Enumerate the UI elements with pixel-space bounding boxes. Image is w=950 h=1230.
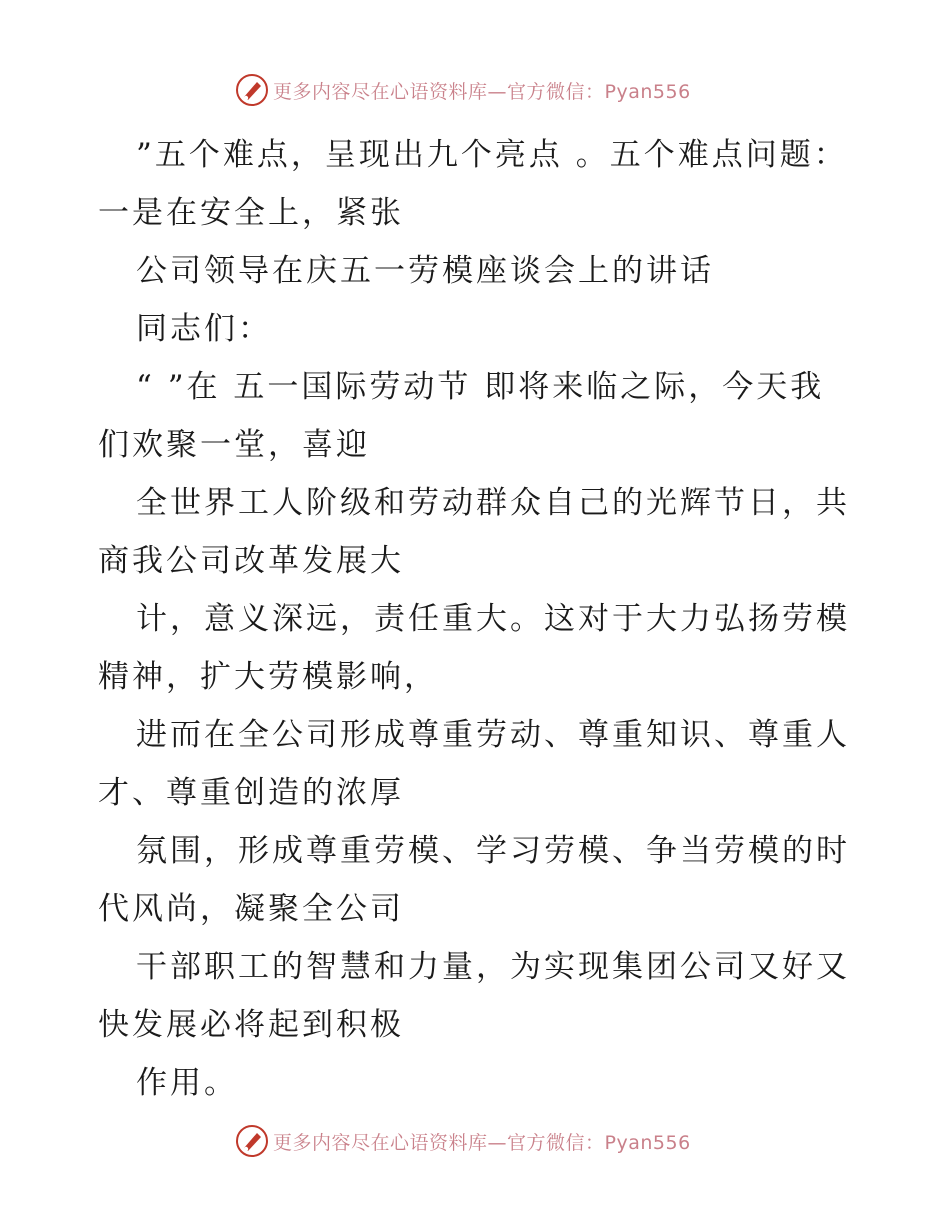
watermark-text: 更多内容尽在心语资料库—官方微信：Pyan556 — [273, 1131, 691, 1154]
paragraph: “ ”在 五一国际劳动节 即将来临之际，今天我们欢聚一堂，喜迎 — [98, 369, 825, 463]
paragraph: 全世界工人阶级和劳动群众自己的光辉节日，共商我公司改革发展大 — [98, 485, 850, 579]
paragraph-fragment: ”五个难点，呈现出九个亮点 。五个难点问题：一是在安全上，紧张 — [98, 137, 848, 231]
salutation: 同志们： — [136, 311, 272, 347]
footer-watermark — [235, 1121, 691, 1161]
paragraph: 进而在全公司形成尊重劳动、尊重知识、尊重人才、尊重创造的浓厚 — [98, 717, 850, 811]
paragraph: 氛围，形成尊重劳模、学习劳模、争当劳模的时代风尚，凝聚全公司 — [98, 833, 850, 927]
watermark-text: 更多内容尽在心语资料库—官方微信：Pyan556 — [273, 80, 691, 103]
header-watermark — [235, 70, 691, 110]
pen-nib-logo-icon — [235, 73, 269, 107]
speech-title: 公司领导在庆五一劳模座谈会上的讲话 — [136, 253, 714, 289]
paragraph: 干部职工的智慧和力量，为实现集团公司又好又快发展必将起到积极 — [98, 949, 850, 1043]
document-body — [98, 126, 858, 1112]
pen-nib-logo-icon — [235, 1124, 269, 1158]
paragraph: 计，意义深远，责任重大。这对于大力弘扬劳模精神，扩大劳模影响， — [98, 601, 850, 695]
paragraph: 作用。 — [136, 1065, 238, 1101]
